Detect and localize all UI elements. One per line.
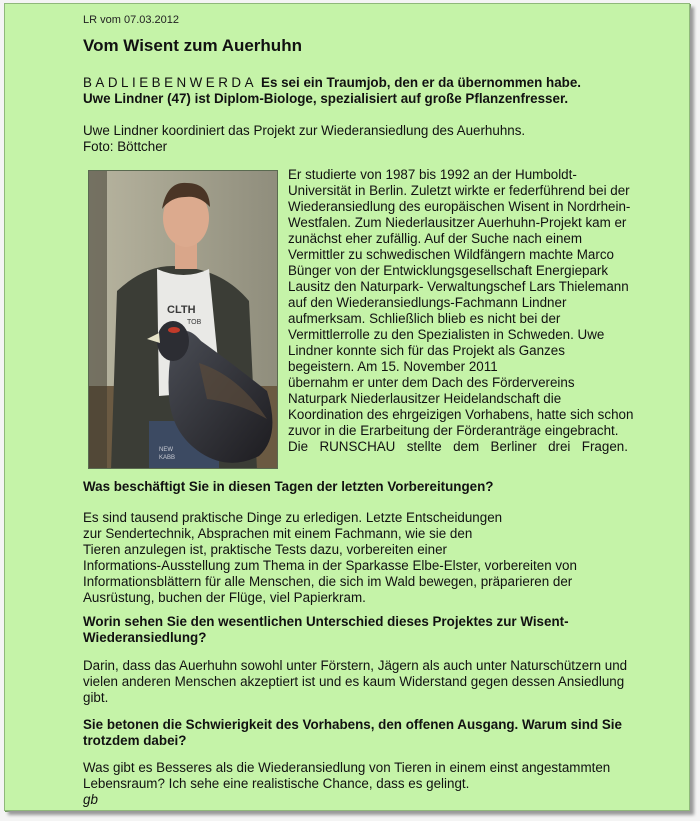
caption-line: Uwe Lindner koordiniert das Projekt zur Wiederansiedlung des Auerhuhns. <box>83 123 526 138</box>
word: Die <box>288 439 309 454</box>
word: drei <box>548 439 571 454</box>
answer-line: zur Sendertechnik, Absprachen mit einem Fachmann, wie sie den <box>83 526 473 541</box>
bio-line: Lindner konnte sich für das Projekt als Ganzes <box>288 343 565 358</box>
headline: Vom Wisent zum Auerhuhn <box>83 36 302 55</box>
answer-line: Darin, dass das Auerhuhn sowohl unter Förstern, Jägern als auch unter Naturschützern und <box>83 658 628 673</box>
bio-line: aufmerksam. Schließlich blieb es nicht bei der <box>288 311 561 326</box>
answer-line: Lebensraum? Ich sehe eine realistische Chance, dass es gelingt. <box>83 776 470 791</box>
capercaillie-head <box>157 321 189 361</box>
bio-line: Er studierte von 1987 bis 1992 an der Humboldt- <box>288 167 577 182</box>
question-2 <box>83 614 569 646</box>
answer-line: vielen anderen Menschen akzeptiert ist und es kaum Widerstand gegen dessen Ansiedlung <box>83 674 625 689</box>
bio-line: Wiederansiedlung des europäischen Wisent in Nordrhein- <box>288 199 631 214</box>
word: RUNSCHAU <box>319 439 396 454</box>
author-signature: gb <box>83 792 98 807</box>
answer-1 <box>83 510 578 606</box>
article-photo <box>88 170 278 469</box>
capercaillie-eye-patch <box>168 327 180 333</box>
answer-line: Informations-Ausstellung zum Thema in der Sparkasse Elbe-Elster, vorbereiten von <box>83 558 577 573</box>
answer-2 <box>83 658 628 706</box>
question-3 <box>83 717 622 749</box>
bio-line: Koordination des ehrgeizigen Vorhabens, hatte sich schon <box>288 407 634 422</box>
bio-line: übernahm er unter dem Dach des Fördervereins <box>288 375 575 390</box>
dateline: LR vom 07.03.2012 <box>83 14 180 26</box>
answer-3 <box>83 760 611 792</box>
bio-line: zunächst eher zufällig. Auf der Suche nach einem <box>288 231 583 246</box>
lead-line: Es sei ein Traumjob, den er da übernommen habe. <box>261 75 581 90</box>
photo-credit: Foto: Böttcher <box>83 139 168 154</box>
word: stellte <box>406 439 442 454</box>
answer-line: Ausrüstung, buchen der Flüge, viel Papierkram. <box>83 590 366 605</box>
answer-line: Tieren anzulegen ist, praktische Tests dazu, vorbereiten einer <box>83 542 447 557</box>
bio-line: Lausitz den Naturpark- Verwaltungschef Lars Thielemann <box>288 279 629 294</box>
lead-line: Uwe Lindner (47) ist Diplom-Biologe, spezialisiert auf große Pflanzenfresser. <box>83 91 569 106</box>
article-page <box>4 3 690 811</box>
answer-line: Was gibt es Besseres als die Wiederansiedlung von Tieren in einem einst angestammten <box>83 760 611 775</box>
bio-line: Vermittler zu schwedischen Wildfängern machte Marco <box>288 247 614 262</box>
word: dem <box>453 439 480 454</box>
answer-line: Es sind tausend praktische Dinge zu erledigen. Letzte Entscheidungen <box>83 510 503 525</box>
bio-paragraph <box>288 167 634 455</box>
shirt-print-small: TOB <box>187 319 202 326</box>
question-line: Was beschäftigt Sie in diesen Tagen der letzten Vorbereitungen? <box>83 479 494 494</box>
question-line: Worin sehen Sie den wesentlichen Unterschied dieses Projektes zur Wisent- <box>83 614 569 629</box>
photo-illustration <box>89 171 278 469</box>
answer-line: Informationsblättern für alle Menschen, die sich im Wald bewegen, präparieren der <box>83 574 573 589</box>
jeans-label: NEW <box>159 447 173 453</box>
question-1 <box>83 479 553 495</box>
question-line: trotzdem dabei? <box>83 733 187 748</box>
bio-line: Naturpark Niederlausitzer Heidelandschaft die <box>288 391 562 406</box>
photo-caption <box>83 123 525 155</box>
shirt-print: CLTH <box>167 304 196 316</box>
question-line: Sie betonen die Schwierigkeit des Vorhabens, den offenen Ausgang. Warum sind Sie <box>83 717 622 732</box>
bio-line: Bünger von der Entwicklungsgesellschaft Energiepark <box>288 263 609 278</box>
location-tag: BADLIEBENWERDA <box>83 75 258 90</box>
answer-line: gibt. <box>83 690 109 705</box>
bio-line: Universität in Berlin. Zuletzt wirkte er federführend bei der <box>288 183 630 198</box>
jeans-label-2: KABB <box>159 455 176 461</box>
bio-line: begeistern. Am 15. November 2011 <box>288 359 498 374</box>
bio-line: zuvor in die Erarbeitung der Förderanträge eingebracht. <box>288 423 619 438</box>
bio-line-justified <box>288 439 628 455</box>
bio-line: Westfalen. Zum Niederlausitzer Auerhuhn-Projekt kam er <box>288 215 627 230</box>
question-line: Wiederansiedlung? <box>83 630 207 645</box>
word: Fragen. <box>581 439 628 454</box>
bio-line: Vermittlerrolle zu den Spezialisten in Schweden. Uwe <box>288 327 605 342</box>
bio-line: auf den Wiederansiedlungs-Fachmann Lindner <box>288 295 567 310</box>
lead-paragraph <box>83 75 683 107</box>
word: Berliner <box>490 439 537 454</box>
